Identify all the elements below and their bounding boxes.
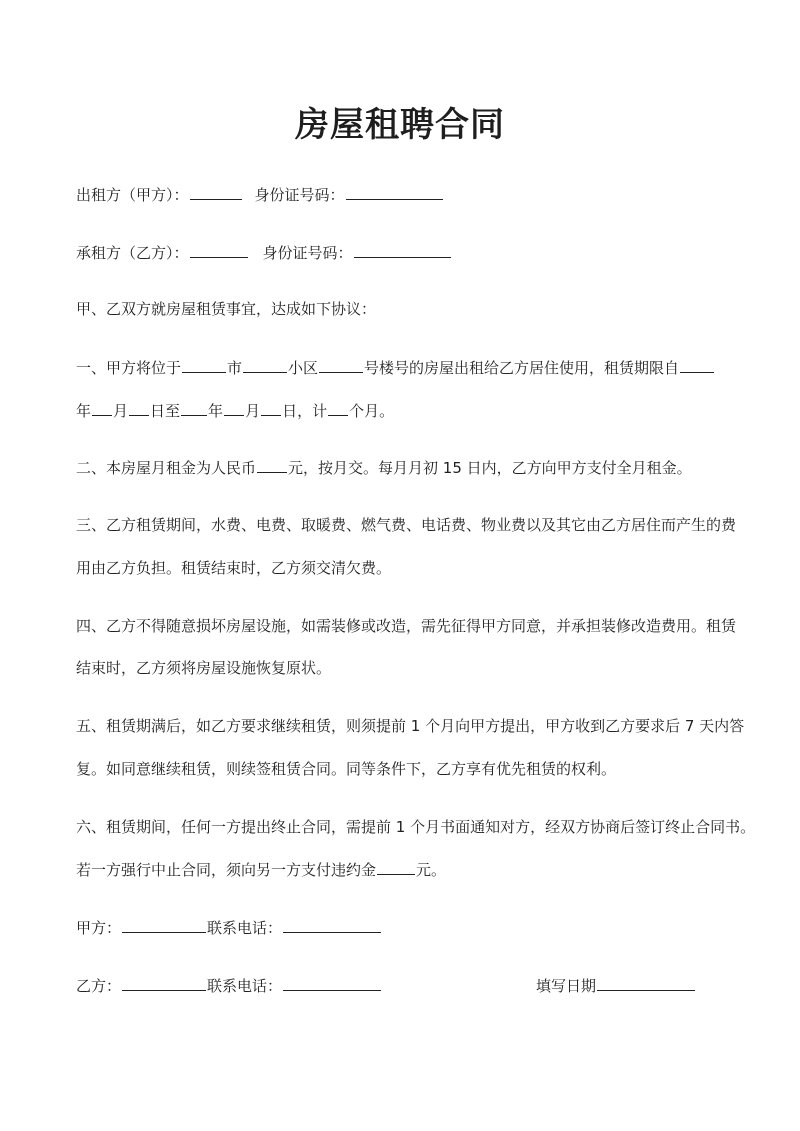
- clause-6-line-1: 六、租赁期间，任何一方提出终止合同，需提前 1 个月书面通知对方，经双方协商后签订终止合同书。: [76, 818, 756, 836]
- clause-1-line-2: [76, 400, 726, 421]
- clause-6-text-a: 若一方强行中止合同，须向另一方支付违约金: [76, 861, 377, 879]
- start-day-blank: [129, 400, 149, 416]
- lessee-id-label: 身份证号码：: [262, 244, 353, 262]
- date-blank: [597, 975, 695, 991]
- lessee-id-blank: [354, 242, 451, 258]
- city-blank: [182, 357, 226, 373]
- party-a-phone-label: 联系电话：: [207, 919, 283, 937]
- party-a-blank: [122, 917, 206, 933]
- lessor-line: [76, 184, 726, 205]
- clause-4-line-2: 结束时，乙方须将房屋设施恢复原状。: [76, 659, 332, 677]
- clause-1-text-a: 一、甲方将位于: [76, 359, 182, 377]
- clause-5-line-2: 复。如同意继续租赁，则续签租赁合同。同等条件下，乙方享有优先租赁的权利。: [76, 760, 617, 778]
- date-label: 填写日期: [536, 977, 597, 995]
- lessor-label: 出租方（甲方）：: [76, 186, 189, 204]
- clause-1-line-1: [76, 357, 726, 378]
- lessee-line: [76, 242, 726, 263]
- party-b-label: 乙方：: [76, 977, 122, 995]
- party-a-label: 甲方：: [76, 919, 122, 937]
- party-a-signature-line: [76, 917, 726, 938]
- clause-1-text-g: 日至: [150, 402, 181, 420]
- clause-1-text-j: 日，计: [282, 402, 328, 420]
- clause-1-text-b: 市: [227, 359, 243, 377]
- end-month-blank: [224, 400, 244, 416]
- party-a-phone-blank: [283, 917, 381, 933]
- date-line: [536, 975, 736, 996]
- clause-5-line-1: 五、租赁期满后，如乙方要求继续租赁，则须提前 1 个月向甲方提出，甲方收到乙方要求后 7 天内答: [76, 717, 745, 735]
- lessee-name-blank: [190, 242, 248, 258]
- document-title: 房屋租聘合同: [295, 105, 505, 145]
- clause-3-line-1: 三、乙方租赁期间，水费、电费、取暖费、燃气费、电话费、物业费以及其它由乙方居住而产生的费: [76, 516, 737, 534]
- party-b-phone-label: 联系电话：: [207, 977, 283, 995]
- end-day-blank: [261, 400, 281, 416]
- community-blank: [243, 357, 287, 373]
- lessor-name-blank: [190, 184, 242, 200]
- clause-2-text-b: 元，按月交。每月月初 15 日内，乙方向甲方支付全月租金。: [288, 459, 692, 477]
- building-blank: [319, 357, 363, 373]
- clause-6-text-b: 元。: [416, 861, 447, 879]
- lessor-id-blank: [346, 184, 443, 200]
- start-year-blank: [680, 357, 714, 373]
- lessor-id-label: 身份证号码：: [254, 186, 345, 204]
- penalty-amount-blank: [377, 859, 415, 875]
- clause-1-text-d: 号楼号的房屋出租给乙方居住使用，租赁期限自: [364, 359, 680, 377]
- clause-1-text-c: 小区: [288, 359, 319, 377]
- lessee-label: 承租方（乙方）：: [76, 244, 189, 262]
- clause-1-text-h: 年: [208, 402, 224, 420]
- clause-1-text-f: 月: [113, 402, 129, 420]
- clause-1-text-i: 月: [245, 402, 261, 420]
- rent-amount-blank: [257, 457, 287, 473]
- clause-1-text-e: 年: [76, 402, 92, 420]
- clause-2-text-a: 二、本房屋月租金为人民币: [76, 459, 257, 477]
- clause-2: [76, 457, 726, 478]
- end-year-blank: [181, 400, 207, 416]
- start-month-blank: [92, 400, 112, 416]
- intro-paragraph: 甲、乙双方就房屋租赁事宜，达成如下协议：: [76, 300, 377, 318]
- clause-6-line-2: [76, 859, 726, 880]
- clause-4-line-1: 四、乙方不得随意损坏房屋设施，如需装修或改造，需先征得甲方同意，并承担装修改造费用。租赁: [76, 617, 737, 635]
- clause-1-text-k: 个月。: [349, 402, 395, 420]
- months-count-blank: [328, 400, 348, 416]
- party-b-phone-blank: [283, 975, 381, 991]
- clause-3-line-2: 用由乙方负担。租赁结束时，乙方须交清欠费。: [76, 559, 392, 577]
- party-b-blank: [122, 975, 206, 991]
